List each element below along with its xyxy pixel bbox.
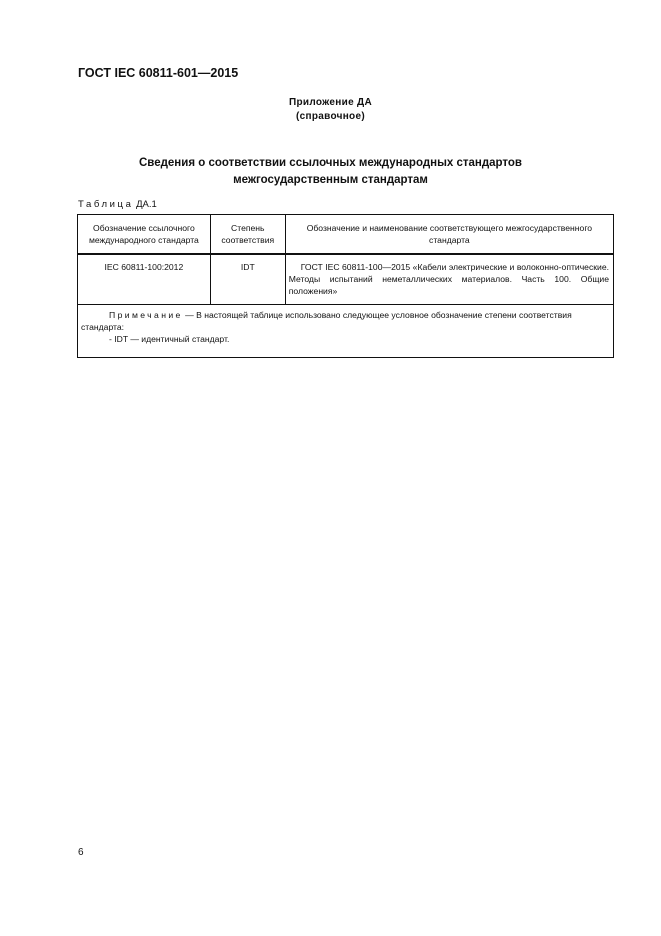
note-label: Примечание [109, 310, 183, 320]
annex-heading [0, 96, 661, 124]
correspondence-table [77, 214, 614, 358]
section-title-line2: межгосударственным стандартам [233, 174, 428, 186]
table-caption-word: Таблица [78, 199, 134, 210]
page-number: 6 [78, 847, 84, 858]
table-note-row [78, 305, 614, 358]
column-header-intl-standard: Обозначение ссылочного международного стандарта [78, 215, 211, 255]
document-code: ГОСТ IEC 60811-601—2015 [78, 66, 239, 80]
note-item: - IDT — идентичный стандарт. [109, 334, 230, 344]
cell-interstate-standard: ГОСТ IEC 60811-100—2015 «Кабели электрические и волоконно-оптические. Методы испытаний неметаллических материалов. Часть 100. Общие положения» [285, 254, 613, 305]
table-caption-number: ДА.1 [136, 199, 157, 210]
annex-title: Приложение ДА [289, 97, 372, 108]
table-caption [78, 199, 157, 210]
table-row [78, 254, 614, 305]
column-header-interstate-standard: Обозначение и наименование соответствующего межгосударственного стандарта [285, 215, 613, 255]
cell-intl-standard: IEC 60811-100:2012 [78, 254, 211, 305]
table-note [78, 305, 614, 358]
note-text: — В настоящей таблице использовано следующее условное обозначение степени соответствия стандарта: [81, 310, 572, 332]
table-header-row [78, 215, 614, 255]
column-header-degree: Степень соответствия [210, 215, 285, 255]
cell-degree: IDT [210, 254, 285, 305]
annex-type: (справочное) [296, 111, 365, 122]
section-title-line1: Сведения о соответствии ссылочных международных стандартов [138, 157, 522, 169]
section-title [0, 155, 661, 189]
